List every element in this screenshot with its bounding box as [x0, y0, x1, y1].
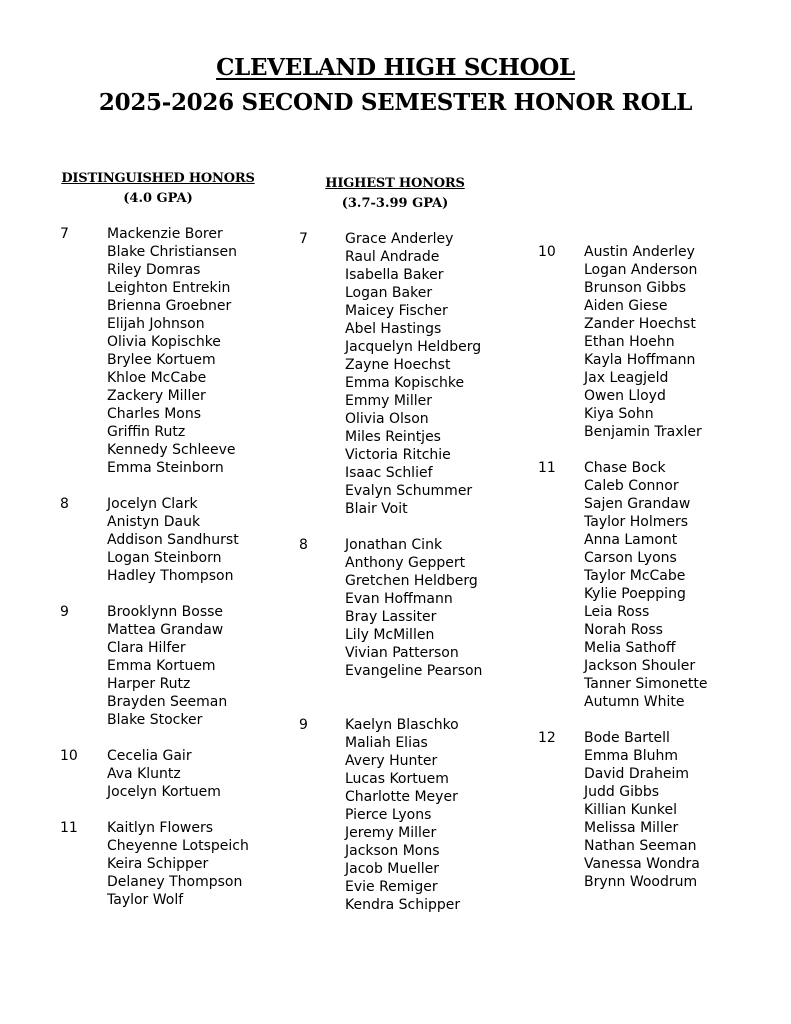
student-name: Hadley Thompson [107, 568, 234, 584]
student-name: Raul Andrade [345, 249, 440, 265]
student-name: Griffin Rutz [107, 424, 186, 440]
student-name: Kylie Poepping [584, 586, 686, 602]
student-name: Jonathan Cink [345, 537, 443, 553]
student-name: Kiya Sohn [584, 406, 654, 422]
student-name: Keira Schipper [107, 856, 209, 872]
student-name: Owen Lloyd [584, 388, 666, 404]
student-name: Grace Anderley [345, 231, 454, 247]
student-name: Cheyenne Lotspeich [107, 838, 249, 854]
student-name: Emmy Miller [345, 393, 432, 409]
student-name: Maliah Elias [345, 735, 428, 751]
student-name: Anthony Geppert [345, 555, 466, 571]
student-name: Olivia Olson [345, 411, 429, 427]
student-name: Tanner Simonette [584, 676, 708, 692]
student-name: Norah Ross [584, 622, 663, 638]
student-name: Emma Steinborn [107, 460, 224, 476]
student-name: Chase Bock [584, 460, 666, 476]
student-name: Charles Mons [107, 406, 202, 422]
grade-number: 8 [299, 537, 308, 553]
student-name: David Draheim [584, 766, 689, 782]
student-name: Emma Kortuem [107, 658, 216, 674]
grade-number: 7 [60, 226, 69, 242]
grade-number: 10 [60, 748, 78, 764]
student-name: Zackery Miller [107, 388, 206, 404]
student-name: Abel Hastings [345, 321, 442, 337]
student-name: Harper Rutz [107, 676, 191, 692]
student-name: Kennedy Schleeve [107, 442, 236, 458]
student-name: Jocelyn Kortuem [107, 784, 221, 800]
student-name: Evie Remiger [345, 879, 438, 895]
student-name: Emma Kopischke [345, 375, 465, 391]
student-name: Blake Stocker [107, 712, 203, 728]
student-name: Carson Lyons [584, 550, 677, 566]
student-name: Austin Anderley [584, 244, 695, 260]
student-name: Addison Sandhurst [107, 532, 239, 548]
student-name: Caleb Connor [584, 478, 679, 494]
student-list [107, 747, 221, 801]
student-list [345, 536, 482, 680]
student-name: Kaelyn Blaschko [345, 717, 459, 733]
student-name: Blair Voit [345, 501, 408, 517]
student-name: Anistyn Dauk [107, 514, 201, 530]
student-name: Taylor Holmers [584, 514, 689, 530]
student-name: Jax Leagjeld [584, 370, 669, 386]
student-name: Autumn White [584, 694, 685, 710]
student-name: Clara Hilfer [107, 640, 186, 656]
student-list [584, 243, 702, 441]
student-name: Evalyn Schummer [345, 483, 473, 499]
student-name: Vivian Patterson [345, 645, 459, 661]
student-name: Avery Hunter [345, 753, 438, 769]
student-name: Zander Hoechst [584, 316, 696, 332]
student-name: Brooklynn Bosse [107, 604, 224, 620]
student-name: Blake Christiansen [107, 244, 237, 260]
student-name: Leighton Entrekin [107, 280, 231, 296]
student-name: Maicey Fischer [345, 303, 448, 319]
distinguished-heading-block [60, 169, 256, 209]
student-name: Ava Kluntz [107, 766, 181, 782]
student-name: Logan Steinborn [107, 550, 222, 566]
student-name: Khloe McCabe [107, 370, 207, 386]
student-name: Jocelyn Clark [107, 496, 198, 512]
student-name: Zayne Hoechst [345, 357, 451, 373]
student-name: Ethan Hoehn [584, 334, 675, 350]
student-name: Bray Lassiter [345, 609, 437, 625]
grade-number: 11 [60, 820, 78, 836]
student-name: Aiden Giese [584, 298, 668, 314]
student-name: Kayla Hoffmann [584, 352, 696, 368]
student-name: Brayden Seeman [107, 694, 228, 710]
student-name: Charlotte Meyer [345, 789, 458, 805]
student-name: Vanessa Wondra [584, 856, 700, 872]
student-name: Miles Reintjes [345, 429, 441, 445]
student-list [345, 716, 460, 914]
student-name: Cecelia Gair [107, 748, 192, 764]
student-name: Brynn Woodrum [584, 874, 698, 890]
grade-number: 7 [299, 231, 308, 247]
student-name: Logan Baker [345, 285, 433, 301]
student-name: Judd Gibbs [584, 784, 660, 800]
student-name: Leia Ross [584, 604, 650, 620]
student-name: Jackson Mons [345, 843, 440, 859]
student-list [584, 729, 700, 891]
student-name: Kaitlyn Flowers [107, 820, 214, 836]
student-name: Bode Bartell [584, 730, 670, 746]
student-name: Isaac Schlief [345, 465, 433, 481]
student-list [584, 459, 707, 711]
grade-number: 12 [538, 730, 556, 746]
grade-number: 11 [538, 460, 556, 476]
student-name: Kendra Schipper [345, 897, 461, 913]
student-name: Jacquelyn Heldberg [345, 339, 482, 355]
student-name: Isabella Baker [345, 267, 444, 283]
page-subtitle: 2025-2026 SECOND SEMESTER HONOR ROLL [98, 89, 693, 116]
student-name: Pierce Lyons [345, 807, 432, 823]
student-name: Jacob Mueller [345, 861, 440, 877]
student-name: Emma Bluhm [584, 748, 679, 764]
highest-heading-block [320, 174, 470, 214]
student-name: Benjamin Traxler [584, 424, 702, 440]
grade-number: 8 [60, 496, 69, 512]
highest-honors-heading: HIGHEST HONORS [325, 176, 465, 191]
student-name: Jeremy Miller [345, 825, 437, 841]
student-name: Mackenzie Borer [107, 226, 223, 242]
student-name: Victoria Ritchie [345, 447, 451, 463]
student-list [107, 225, 237, 477]
student-name: Melia Sathoff [584, 640, 676, 656]
grade-number: 9 [60, 604, 69, 620]
page-title: CLEVELAND HIGH SCHOOL [216, 54, 575, 81]
grade-number: 9 [299, 717, 308, 733]
student-list [345, 230, 481, 518]
student-name: Olivia Kopischke [107, 334, 221, 350]
student-name: Gretchen Heldberg [345, 573, 478, 589]
student-list [107, 495, 239, 585]
student-name: Logan Anderson [584, 262, 698, 278]
student-list [107, 603, 227, 729]
student-name: Evangeline Pearson [345, 663, 483, 679]
grade-number: 10 [538, 244, 556, 260]
student-name: Sajen Grandaw [584, 496, 691, 512]
highest-gpa-label: (3.7-3.99 GPA) [341, 196, 449, 211]
student-name: Mattea Grandaw [107, 622, 224, 638]
student-name: Nathan Seeman [584, 838, 697, 854]
student-name: Delaney Thompson [107, 874, 243, 890]
student-name: Riley Domras [107, 262, 201, 278]
student-name: Taylor Wolf [107, 892, 184, 908]
student-list [107, 819, 249, 909]
student-name: Taylor McCabe [584, 568, 686, 584]
student-name: Brienna Groebner [107, 298, 232, 314]
student-name: Anna Lamont [584, 532, 678, 548]
distinguished-honors-heading: DISTINGUISHED HONORS [61, 171, 255, 186]
student-name: Elijah Johnson [107, 316, 205, 332]
student-name: Evan Hoffmann [345, 591, 453, 607]
student-name: Brylee Kortuem [107, 352, 216, 368]
student-name: Killian Kunkel [584, 802, 677, 818]
distinguished-gpa-label: (4.0 GPA) [123, 191, 193, 206]
student-name: Jackson Shouler [584, 658, 696, 674]
student-name: Brunson Gibbs [584, 280, 687, 296]
student-name: Lucas Kortuem [345, 771, 449, 787]
student-name: Melissa Miller [584, 820, 679, 836]
student-name: Lily McMillen [345, 627, 435, 643]
